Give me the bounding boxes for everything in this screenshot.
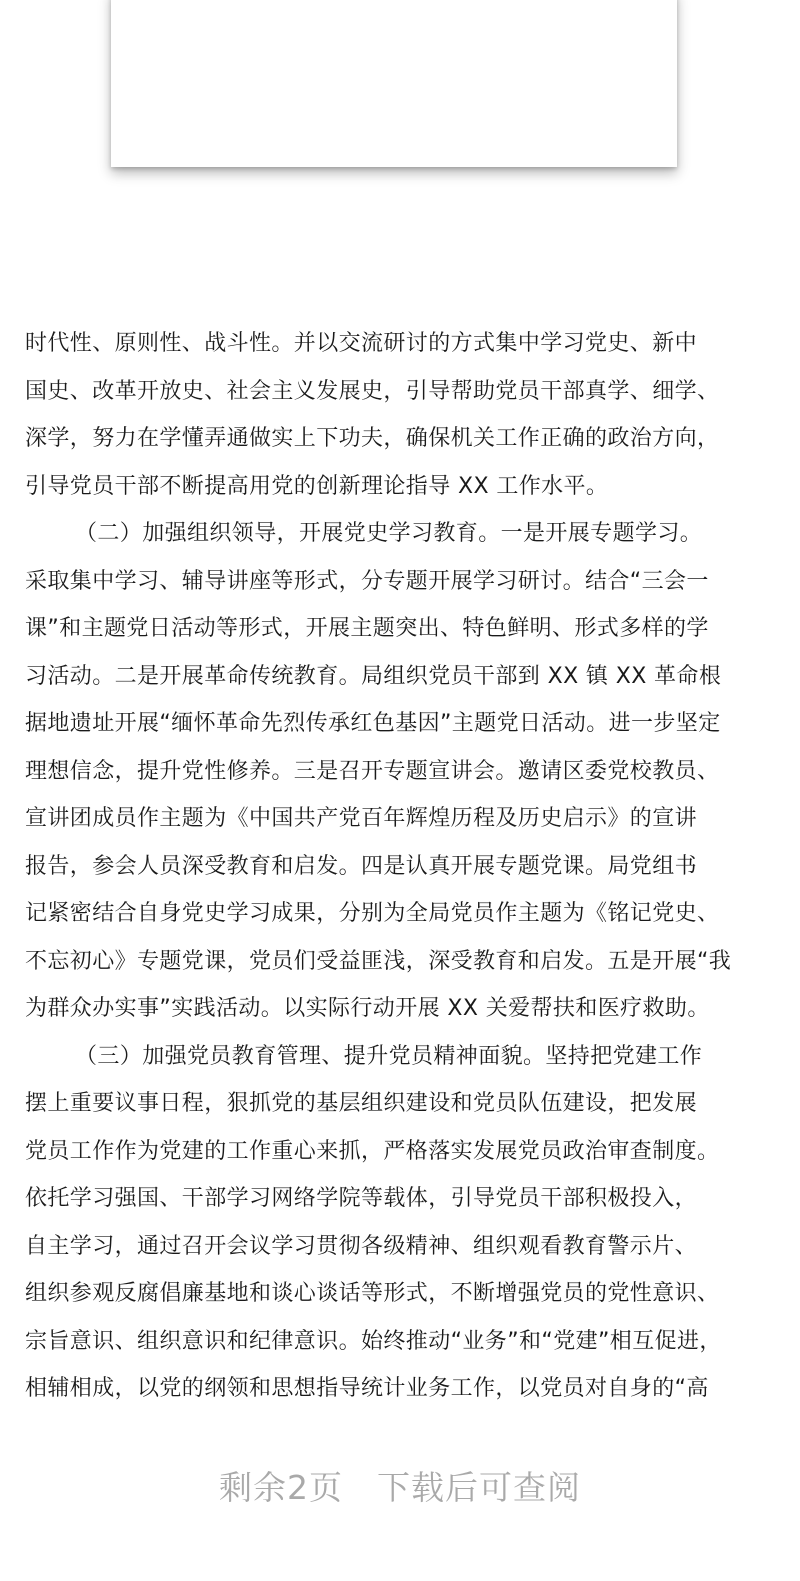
text-line: （二）加强组织领导，开展党史学习教育。一是开展专题学习。 xyxy=(75,521,703,546)
text-line: 不忘初心》专题党课，党员们受益匪浅，深受教育和启发。五是开展“我 xyxy=(25,948,732,974)
text-line: 自主学习，通过召开会议学习贯彻各级精神、组织观看教育警示片、 xyxy=(25,1233,698,1259)
text-line: 时代性、原则性、战斗性。并以交流研讨的方式集中学习党史、新中 xyxy=(25,331,698,356)
text-line: 为群众办实事”实践活动。以实际行动开展 XX 关爱帮扶和医疗救助。 xyxy=(25,996,710,1021)
text-line: 依托学习强国、干部学习网络学院等载体，引导党员干部积极投入， xyxy=(25,1186,698,1211)
text-line: 相辅相成，以党的纲领和思想指导统计业务工作，以党员对自身的“高 xyxy=(25,1376,709,1401)
text-line: 深学，努力在学懂弄通做实上下功夫，确保机关工作正确的政治方向， xyxy=(25,426,720,451)
paragraph xyxy=(25,1033,775,1413)
paragraph xyxy=(25,510,775,1033)
text-line: 据地遗址开展“缅怀革命先烈传承红色基因”主题党日活动。进一步坚定 xyxy=(25,711,721,736)
text-line: （三）加强党员教育管理、提升党员精神面貌。坚持把党建工作 xyxy=(75,1043,703,1069)
text-line: 组织参观反腐倡廉基地和谈心谈话等形式，不断增强党员的党性意识、 xyxy=(25,1281,720,1306)
text-line: 理想信念，提升党性修养。三是召开专题宣讲会。邀请区委党校教员、 xyxy=(25,758,720,784)
text-line: 党员工作作为党建的工作重心来抓，严格落实发展党员政治审查制度。 xyxy=(25,1138,720,1164)
text-line: 引导党员干部不断提高用党的创新理论指导 XX 工作水平。 xyxy=(25,473,609,499)
text-line: 摆上重要议事日程，狠抓党的基层组织建设和党员队伍建设，把发展 xyxy=(25,1091,698,1116)
text-line: 国史、改革开放史、社会主义发展史，引导帮助党员干部真学、细学、 xyxy=(25,378,720,404)
download-prompt[interactable] xyxy=(0,1462,800,1509)
text-line: 采取集中学习、辅导讲座等形式，分专题开展学习研讨。结合“三会一 xyxy=(25,568,709,594)
text-line: 课”和主题党日活动等形式，开展主题突出、特色鲜明、形式多样的学 xyxy=(25,616,709,641)
remaining-pages-label: 剩余2页 xyxy=(219,1468,343,1507)
document-body xyxy=(25,320,775,1413)
previous-page-card xyxy=(111,0,677,167)
text-line: 宣讲团成员作主题为《中国共产党百年辉煌历程及历史启示》的宣讲 xyxy=(25,806,698,831)
download-hint-label: 下载后可查阅 xyxy=(377,1468,581,1507)
text-line: 报告，参会人员深受教育和启发。四是认真开展专题党课。局党组书 xyxy=(25,853,698,879)
text-line: 宗旨意识、组织意识和纪律意识。始终推动“业务”和“党建”相互促进， xyxy=(25,1328,722,1354)
text-line: 记紧密结合自身党史学习成果，分别为全局党员作主题为《铭记党史、 xyxy=(25,901,720,926)
paragraph xyxy=(25,320,775,510)
text-line: 习活动。二是开展革命传统教育。局组织党员干部到 XX 镇 XX 革命根 xyxy=(25,663,722,689)
